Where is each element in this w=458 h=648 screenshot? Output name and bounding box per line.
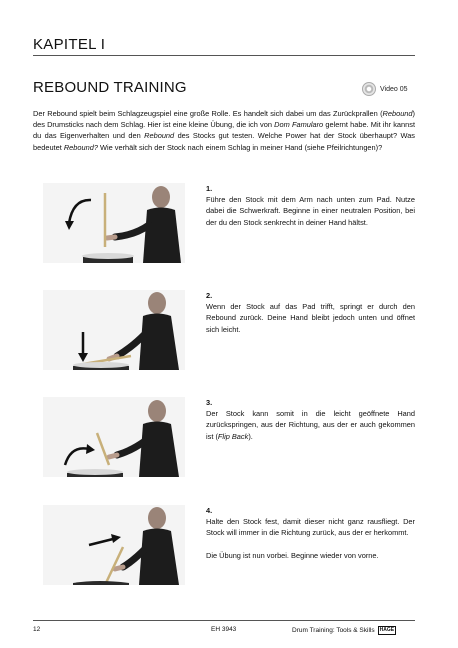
step-3-photo: [43, 397, 185, 477]
step-1-text: 1. Führe den Stock mit dem Arm nach unten zum Pad. Nutze dabei die Schwerkraft. Beginne in einer neutralen Position, bei der du den Stock senkrecht in deiner Hand hältst.: [206, 184, 415, 227]
catalog-code: EH 3943: [211, 626, 237, 633]
step-2: [43, 290, 415, 370]
book-title-text: Drum Training: Tools & Skills: [292, 627, 375, 635]
book-title: [292, 626, 396, 635]
chapter-title: KAPITEL I: [33, 36, 106, 53]
chapter-divider: [33, 55, 415, 56]
step-4-photo: [43, 505, 185, 585]
video-reference: [362, 82, 408, 96]
step-2-photo: [43, 290, 185, 370]
step-4-text: 4. Halte den Stock fest, damit dieser nicht ganz rausfliegt. Der Stock will immer in die Richtung zurück, aus der er herkommt. Die Übung ist nun vorbei. Beginne wieder von vorne.: [206, 506, 415, 560]
cd-icon: [362, 82, 376, 96]
step-4: [43, 505, 415, 585]
video-label: Video 05: [380, 85, 408, 93]
step-3-text: 3. Der Stock kann somit in die leicht geöffnete Hand zurückspringen, aus der Richtung, aus der er auch gekommen ist (Flip Back).: [206, 398, 415, 441]
publisher-logo: HAGE: [379, 627, 395, 633]
step-1-photo: [43, 183, 185, 263]
section-heading: REBOUND TRAINING: [33, 79, 187, 96]
intro-paragraph: Der Rebound spielt beim Schlagzeugspiel eine große Rolle. Es handelt sich dabei um das Zurückprallen (Rebound) des Drumsticks nach dem Schlag. Hier ist eine kleine Übung, die ich von Dom Famularo gelernt habe. Mit ihr kannst du das Eigenverhalten und den Rebound des Stocks gut testen. Welche Power hat der Stock überhaupt? Was bedeutet Rebound? Wie verhält sich der Stock nach einem Schlag in meiner Hand (siehe Pfeilrichtungen)?: [33, 109, 416, 152]
footer-divider: [33, 620, 415, 621]
step-2-text: 2. Wenn der Stock auf das Pad trifft, springt er durch den Rebound zurück. Deine Hand bleibt jedoch unten und öffnet sich leicht.: [206, 291, 415, 334]
step-3: [43, 397, 415, 477]
page-number: 12: [33, 626, 41, 633]
step-1: [43, 183, 415, 263]
